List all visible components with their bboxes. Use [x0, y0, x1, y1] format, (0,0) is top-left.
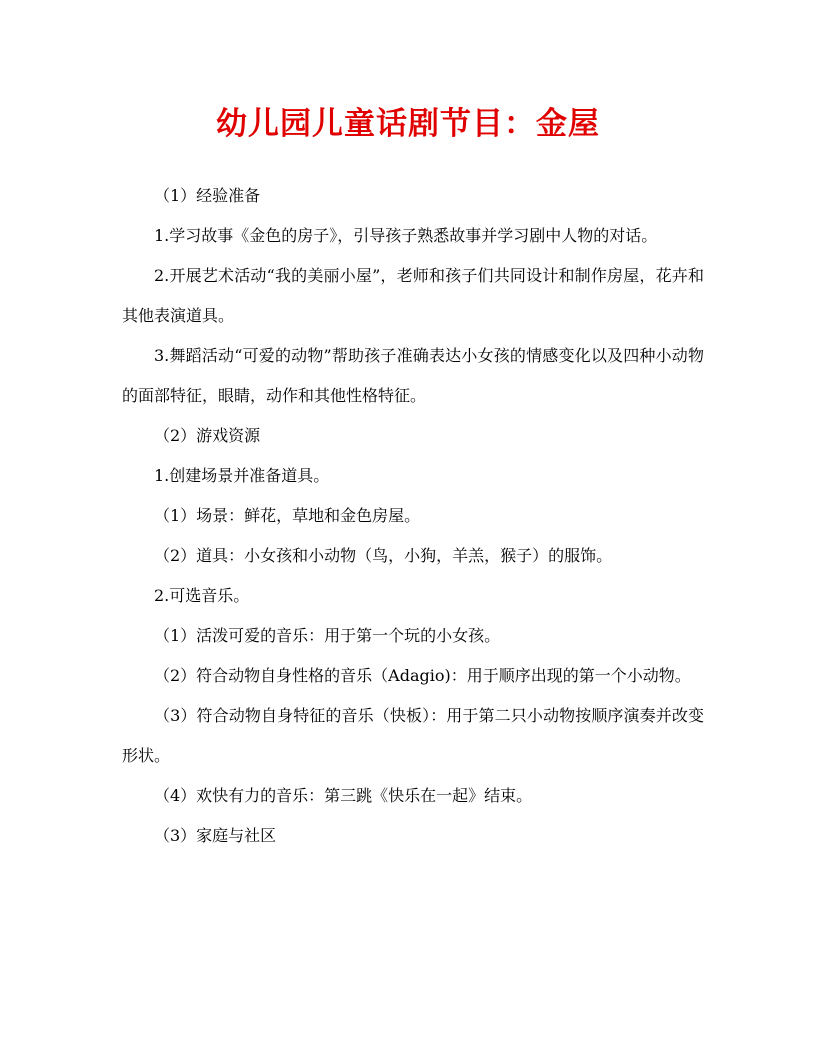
- document-body: [122, 176, 704, 856]
- paragraph-subitem-music-3: （3）符合动物自身特征的音乐（快板）：用于第二只小动物按顺序演奏并改变形状。: [122, 706, 704, 765]
- paragraph-item-3: 3.舞蹈活动“可爱的动物”帮助孩子准确表达小女孩的情感变化以及四种小动物的面部特征，眼睛，动作和其他性格特征。: [122, 346, 704, 405]
- paragraph-subitem-music-4: （4）欢快有力的音乐：第三跳《快乐在一起》结束。: [154, 786, 533, 805]
- section-heading-family-community: （3）家庭与社区: [154, 826, 277, 845]
- paragraph-subitem-scene: （1）场景：鲜花，草地和金色房屋。: [154, 506, 421, 525]
- section-heading-experience: （1）经验准备: [154, 186, 261, 205]
- document-title: 幼儿园儿童话剧节目：金屋: [216, 106, 600, 142]
- paragraph-subitem-music-2: （2）符合动物自身性格的音乐（Adagio)：用于顺序出现的第一个小动物。: [154, 666, 691, 685]
- section-heading-game-resources: （2）游戏资源: [154, 426, 261, 445]
- paragraph-subitem-music-1: （1）活泼可爱的音乐：用于第一个玩的小女孩。: [154, 626, 501, 645]
- paragraph-item-scene: 1.创建场景并准备道具。: [154, 466, 330, 485]
- paragraph-subitem-props: （2）道具：小女孩和小动物（鸟，小狗，羊羔，猴子）的服饰。: [154, 546, 613, 565]
- paragraph-item-1: 1.学习故事《金色的房子》，引导孩子熟悉故事并学习剧中人物的对话。: [154, 226, 658, 245]
- paragraph-item-music: 2.可选音乐。: [154, 586, 250, 605]
- paragraph-item-2: 2.开展艺术活动“我的美丽小屋”，老师和孩子们共同设计和制作房屋，花卉和其他表演道具。: [122, 266, 704, 325]
